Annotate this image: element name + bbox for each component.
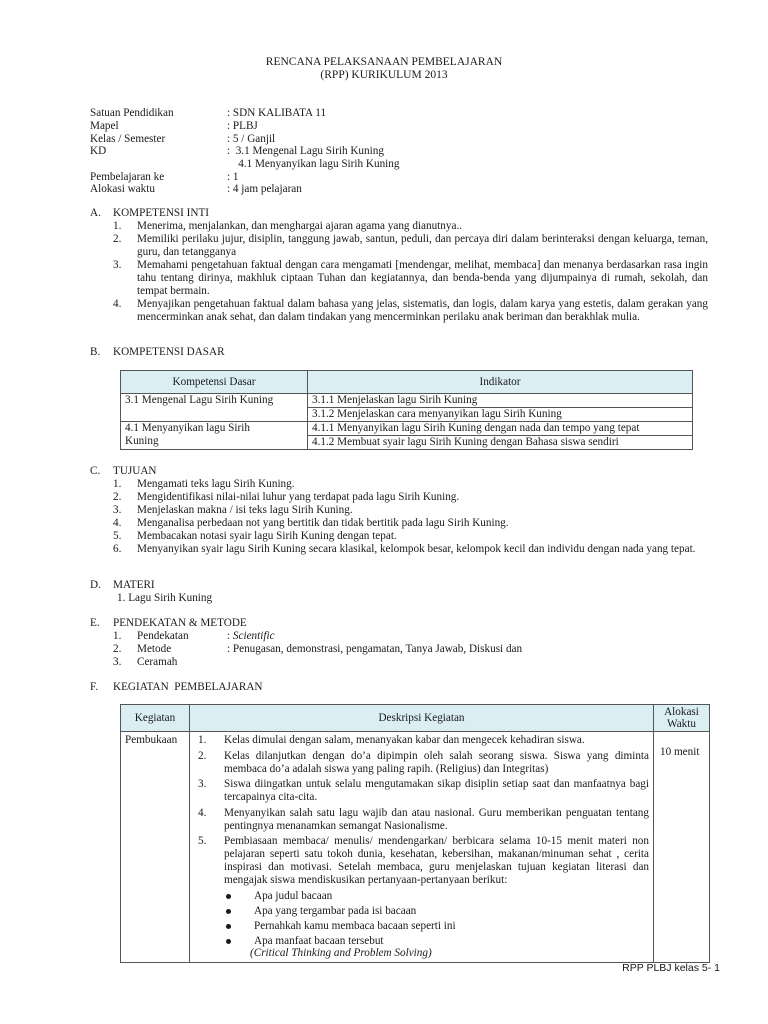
list-text: Menyanyikan salah satu lagu wajib dan atau nasional. Guru memberikan penguatan tentang pentingnya menanamkan semangat Nasionalisme. xyxy=(224,806,649,832)
identity-label: KD xyxy=(90,145,107,157)
method-row xyxy=(113,643,713,656)
kd-cell: 3.1 Mengenal Lagu Sirih Kuning xyxy=(121,394,308,422)
table-header-row xyxy=(121,705,710,732)
list-item xyxy=(190,778,649,804)
list-text: Menerima, menjalankan, dan menghargai ajaran agama yang dianutnya.. xyxy=(137,220,463,232)
bullet-text: Pernahkah kamu membaca bacaan seperti ini xyxy=(254,919,456,932)
list-item xyxy=(113,491,708,504)
indicator-cell: 4.1.2 Membuat syair lagu Sirih Kuning dengan Bahasa siswa sendiri xyxy=(308,436,693,450)
list-text: Kelas dimulai dengan salam, menanyakan kabar dan mengecek kehadiran siswa. xyxy=(224,734,585,746)
method-row xyxy=(113,656,713,669)
list-number: 5. xyxy=(113,530,122,542)
list-item xyxy=(113,543,708,556)
column-header: Alokasi Waktu xyxy=(654,705,710,732)
activity-note: (Critical Thinking and Problem Solving) xyxy=(250,946,432,959)
column-header: Indikator xyxy=(308,371,693,394)
identity-row xyxy=(90,120,690,133)
section-title: MATERI xyxy=(113,579,155,591)
section-letter: B. xyxy=(90,346,101,358)
bullet-dot-icon xyxy=(226,939,231,944)
table-row xyxy=(121,394,693,408)
identity-value: : 3.1 Mengenal Lagu Sirih Kuning xyxy=(227,145,384,157)
column-header: Deskripsi Kegiatan xyxy=(190,705,654,732)
list-number: 3. xyxy=(113,259,122,271)
list-text: Pembiasaan membaca/ menulis/ mendengarkan/ berbicara selama 10-15 menit materi non pelajaran seperti satu tokoh dunia, kesehatan, kebersihan, makanan/minuman sehat , cerita inspirasi dan motivasi. Setelah membaca, guru menjelaskan tujuan kegiatan literasi dan mengajak siswa mendiskusikan pertanyaan-pertanyaan berikut: xyxy=(224,835,649,886)
list-item xyxy=(113,478,708,491)
identity-value: : 1 xyxy=(227,171,239,183)
method-value: : Penugasan, demonstrasi, pengamatan, Tanya Jawab, Diskusi dan xyxy=(227,643,523,655)
identity-row xyxy=(90,158,690,171)
method-label: Ceramah xyxy=(137,656,178,668)
identity-label: Pembelajaran ke xyxy=(90,171,165,183)
list-item xyxy=(113,504,708,517)
list-item xyxy=(113,233,708,259)
page-footer: RPP PLBJ kelas 5- 1 xyxy=(622,962,720,974)
list-text: Memiliki perilaku jujur, disiplin, tanggung jawab, santun, peduli, dan percaya diri dalam berinteraksi dengan keluarga, teman, guru, dan tetangganya xyxy=(137,233,708,258)
indicator-cell: 3.1.2 Menjelaskan cara menyanyikan lagu Sirih Kuning xyxy=(308,408,693,422)
list-text: Mengamati teks lagu Sirih Kuning. xyxy=(137,478,295,490)
list-number: 4. xyxy=(198,806,207,819)
section-letter: F. xyxy=(90,681,99,693)
list-item xyxy=(113,530,708,543)
bullet-dot-icon xyxy=(226,909,231,914)
kd-cell: 4.1 Menyanyikan lagu Sirih Kuning xyxy=(121,422,308,450)
list-number: 4. xyxy=(113,298,122,310)
list-number: 3. xyxy=(113,504,122,516)
section-title: KOMPETENSI INTI xyxy=(113,207,210,219)
list-number: 1. xyxy=(113,630,122,642)
bullet-text: Apa judul bacaan xyxy=(254,889,333,902)
method-row xyxy=(113,630,713,643)
list-number: 1. xyxy=(113,220,122,232)
section-title: KEGIATAN PEMBELAJARAN xyxy=(113,681,263,693)
tujuan-list xyxy=(113,478,708,556)
document-subtitle: (RPP) KURIKULUM 2013 xyxy=(320,69,448,81)
list-number: 2. xyxy=(198,749,207,762)
section-title: KOMPETENSI DASAR xyxy=(113,346,225,358)
list-item xyxy=(113,298,708,324)
list-number: 6. xyxy=(113,543,122,555)
list-number: 1. xyxy=(198,734,207,746)
identity-row xyxy=(90,145,690,158)
list-number: 3. xyxy=(113,656,122,668)
list-item xyxy=(190,734,649,747)
list-number: 5. xyxy=(198,835,207,847)
kompetensi-inti-list xyxy=(113,220,708,324)
list-number: 2. xyxy=(113,233,122,245)
list-text: Memahami pengetahuan faktual dengan cara mengamati [mendengar, melihat, membaca] dan menanya berdasarkan rasa ingin tahu tentang dirinya, makhluk ciptaan Tuhan dan kegiatannya, dan benda-benda yang dijumpainya di rumah, sekolah, dan tempat bermain. xyxy=(137,259,708,297)
identity-label: Kelas / Semester xyxy=(90,133,166,145)
bullet-text: Apa manfaat bacaan tersebut xyxy=(254,934,384,947)
bullet-dot-icon xyxy=(226,924,231,929)
deskripsi-list xyxy=(190,734,649,887)
list-text: Menyanyikan syair lagu Sirih Kuning secara klasikal, kelompok besar, kelompok kecil dan individu dengan nada yang tepat. xyxy=(137,543,696,555)
list-text: Siswa diingatkan untuk selalu mengutamakan sikap disiplin setiap saat dan manfaatnya bagi tercapainya cita-cita. xyxy=(224,778,649,803)
list-text: Membacakan notasi syair lagu Sirih Kuning dengan tepat. xyxy=(137,530,397,542)
list-text: Menyajikan pengetahuan faktual dalam bahasa yang jelas, sistematis, dan logis, dalam karya yang estetis, dalam gerakan yang mencerminkan anak sehat, dan dalam tindakan yang mencerminkan perilaku anak beriman dan berakhlak mulia. xyxy=(137,298,708,323)
bullet-item xyxy=(224,935,649,948)
section-letter: E. xyxy=(90,617,100,629)
bullet-item xyxy=(224,890,649,903)
list-number: 4. xyxy=(113,517,122,529)
identity-label: Alokasi waktu xyxy=(90,183,155,195)
list-number: 2. xyxy=(113,491,122,503)
identity-value: : SDN KALIBATA 11 xyxy=(227,107,327,119)
identity-row xyxy=(90,183,690,196)
bullet-item xyxy=(224,920,649,933)
identity-value: : PLBJ xyxy=(227,120,258,132)
list-text: Menjelaskan makna / isi teks lagu Sirih Kuning. xyxy=(137,504,353,516)
method-value-italic: Scientific xyxy=(232,630,275,642)
kegiatan-cell: Pembukaan xyxy=(121,732,190,963)
section-letter: D. xyxy=(90,579,101,591)
waktu-cell: 10 menit xyxy=(654,732,710,963)
identity-value: : 4 jam pelajaran xyxy=(227,183,302,195)
table-row xyxy=(121,732,710,963)
bullet-item xyxy=(224,905,649,918)
kegiatan-table xyxy=(120,704,710,963)
section-title: PENDEKATAN & METODE xyxy=(113,617,247,629)
identity-value: : 5 / Ganjil xyxy=(227,133,276,145)
question-bullets xyxy=(224,890,649,948)
document-title: RENCANA PELAKSANAAN PEMBELAJARAN xyxy=(265,56,503,68)
identity-label: Satuan Pendidikan xyxy=(90,107,174,119)
kompetensi-dasar-table xyxy=(120,370,693,450)
deskripsi-cell xyxy=(190,732,654,963)
table-row xyxy=(121,422,693,436)
column-header: Kompetensi Dasar xyxy=(121,371,308,394)
bullet-dot-icon xyxy=(226,894,231,899)
list-item xyxy=(190,807,649,833)
list-text: Mengidentifikasi nilai-nilai luhur yang terdapat pada lagu Sirih Kuning. xyxy=(137,491,460,503)
list-item xyxy=(113,517,708,530)
method-label: Pendekatan xyxy=(137,630,189,642)
section-letter: C. xyxy=(90,465,101,477)
identity-label: Mapel xyxy=(90,120,119,132)
list-item xyxy=(113,259,708,298)
list-text: Menganalisa perbedaan not yang bertitik dan tidak bertitik pada lagu Sirih Kuning. xyxy=(137,517,509,529)
list-item xyxy=(190,750,649,776)
identity-row xyxy=(90,107,690,120)
section-title: TUJUAN xyxy=(113,465,157,477)
identity-value: 4.1 Menyanyikan lagu Sirih Kuning xyxy=(227,158,400,170)
method-value: : Scientific xyxy=(227,630,275,642)
table-header-row xyxy=(121,371,693,394)
list-number: 2. xyxy=(113,643,122,655)
list-number: 1. xyxy=(113,478,122,490)
method-label: Metode xyxy=(137,643,172,655)
column-header: Kegiatan xyxy=(121,705,190,732)
list-item xyxy=(113,220,708,233)
section-letter: A. xyxy=(90,207,101,219)
bullet-text: Apa yang tergambar pada isi bacaan xyxy=(254,904,417,917)
materi-item: 1. Lagu Sirih Kuning xyxy=(117,592,213,604)
list-number: 3. xyxy=(198,778,207,790)
list-item xyxy=(190,835,649,887)
indicator-cell: 4.1.1 Menyanyikan lagu Sirih Kuning dengan nada dan tempo yang tepat xyxy=(308,422,693,436)
indicator-cell: 3.1.1 Menjelaskan lagu Sirih Kuning xyxy=(308,394,693,408)
list-text: Kelas dilanjutkan dengan do’a dipimpin oleh salah seorang siswa. Siswa yang diminta membaca do’a adalah siswa yang paling rapih. (Religius) dan Integritas) xyxy=(224,749,649,775)
